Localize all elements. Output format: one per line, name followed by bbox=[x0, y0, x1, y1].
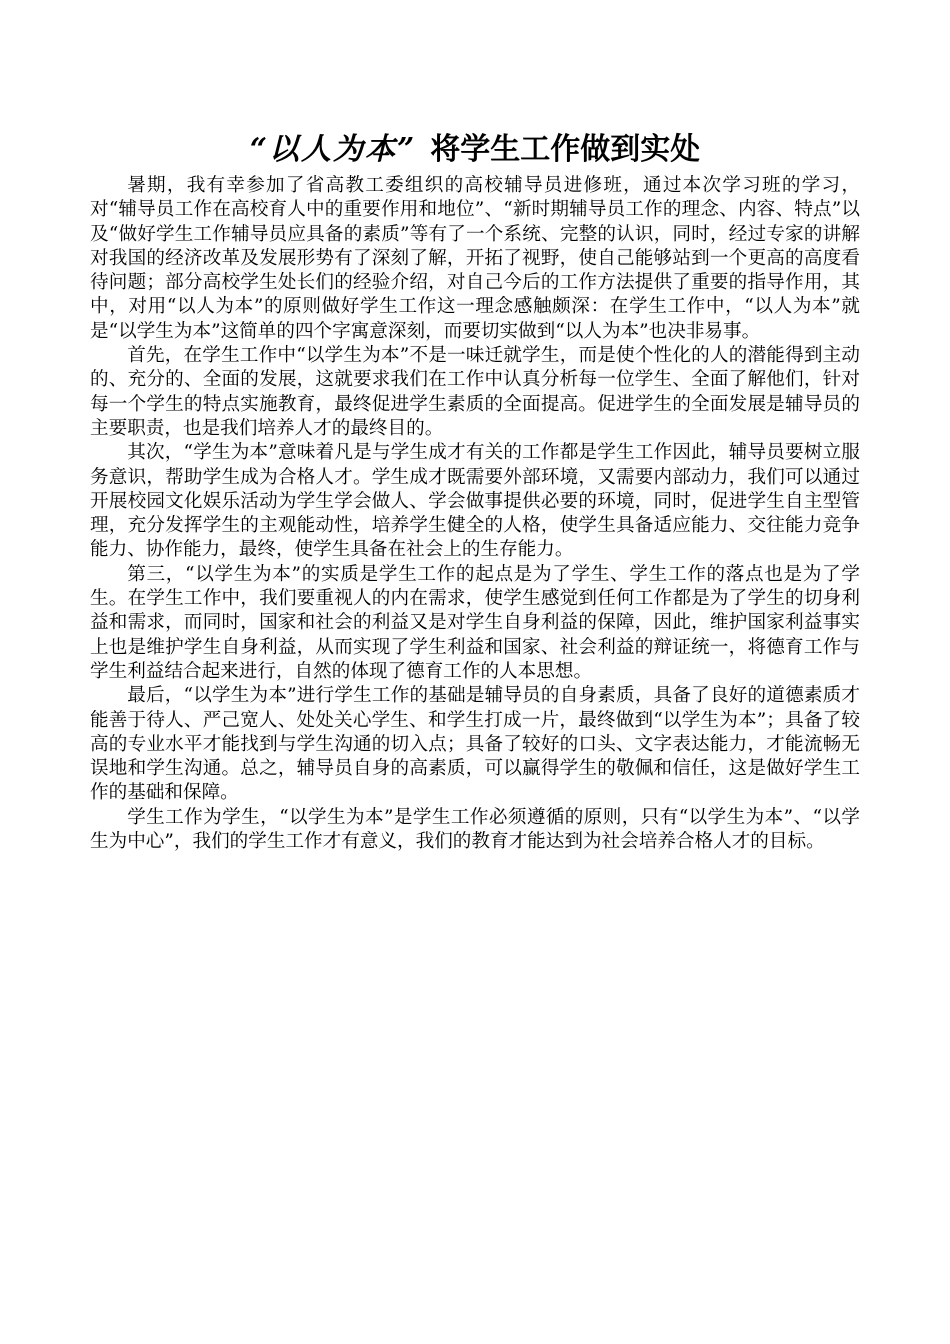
paragraph-last: 最后，“以学生为本”进行学生工作的基础是辅导员的自身素质，具备了良好的道德素质才能善于待人、严己宽人、处处关心学生、和学生打成一片，最终做到“以学生为本”；具备了较高的专业水平才能找到与学生沟通的切入点；具备了较好的口头、文字表达能力，才能流畅无误地和学生沟通。总之，辅导员自身的高素质，可以赢得学生的敬佩和信任，这是做好学生工作的基础和保障。 bbox=[90, 685, 860, 804]
document-body bbox=[90, 174, 860, 854]
title-main-text: 将学生工作做到实处 bbox=[430, 132, 701, 167]
paragraph-third: 第三，“以学生为本”的实质是学生工作的起点是为了学生、学生工作的落点也是为了学生。在学生工作中，我们要重视人的内在需求，使学生感觉到任何工作都是为了学生的切身利益和需求，而同时，国家和社会的利益又是对学生自身利益的保障，因此，维护国家利益事实上也是维护学生自身利益，从而实现了学生利益和国家、社会利益的辩证统一，将德育工作与学生利益结合起来进行，自然的体现了德育工作的人本思想。 bbox=[90, 563, 860, 682]
title-quoted-phrase: “以人为本” bbox=[249, 132, 417, 167]
paragraph-second: 其次，“学生为本”意味着凡是与学生成才有关的工作都是学生工作因此，辅导员要树立服务意识，帮助学生成为合格人才。学生成才既需要外部环境，又需要内部动力，我们可以通过开展校园文化娱乐活动为学生学会做人、学会做事提供必要的环境，同时，促进学生自主型管理，充分发挥学生的主观能动性，培养学生健全的人格，使学生具备适应能力、交往能力竞争能力、协作能力，最终，使学生具备在社会上的生存能力。 bbox=[90, 442, 860, 561]
paragraph-conclusion: 学生工作为学生，“以学生为本”是学生工作必须遵循的原则，只有“以学生为本”、“以学生为中心”，我们的学生工作才有意义，我们的教育才能达到为社会培养合格人才的目标。 bbox=[90, 806, 860, 853]
paragraph-first: 首先，在学生工作中“以学生为本”不是一味迁就学生，而是使个性化的人的潜能得到主动的、充分的、全面的发展，这就要求我们在工作中认真分析每一位学生、全面了解他们，针对每一个学生的特点实施教育，最终促进学生素质的全面提高。促进学生的全面发展是辅导员的主要职责，也是我们培养人才的最终目的。 bbox=[90, 345, 860, 439]
paragraph-intro: 暑期，我有幸参加了省高教工委组织的高校辅导员进修班，通过本次学习班的学习，对“辅导员工作在高校育人中的重要作用和地位”、“新时期辅导员工作的理念、内容、特点”以及“做好学生工作辅导员应具备的素质”等有了一个系统、完整的认识，同时，经过专家的讲解对我国的经济改革及发展形势有了深刻了解，开拓了视野，使自己能够站到一个更高的高度看待问题；部分高校学生处长们的经验介绍，对自己今后的工作方法提供了重要的指导作用，其中，对用“以人为本”的原则做好学生工作这一理念感触颇深：在学生工作中，“以人为本”就是“以学生为本”这简单的四个字寓意深刻，而要切实做到“以人为本”也决非易事。 bbox=[90, 175, 860, 342]
document-title bbox=[90, 128, 860, 172]
